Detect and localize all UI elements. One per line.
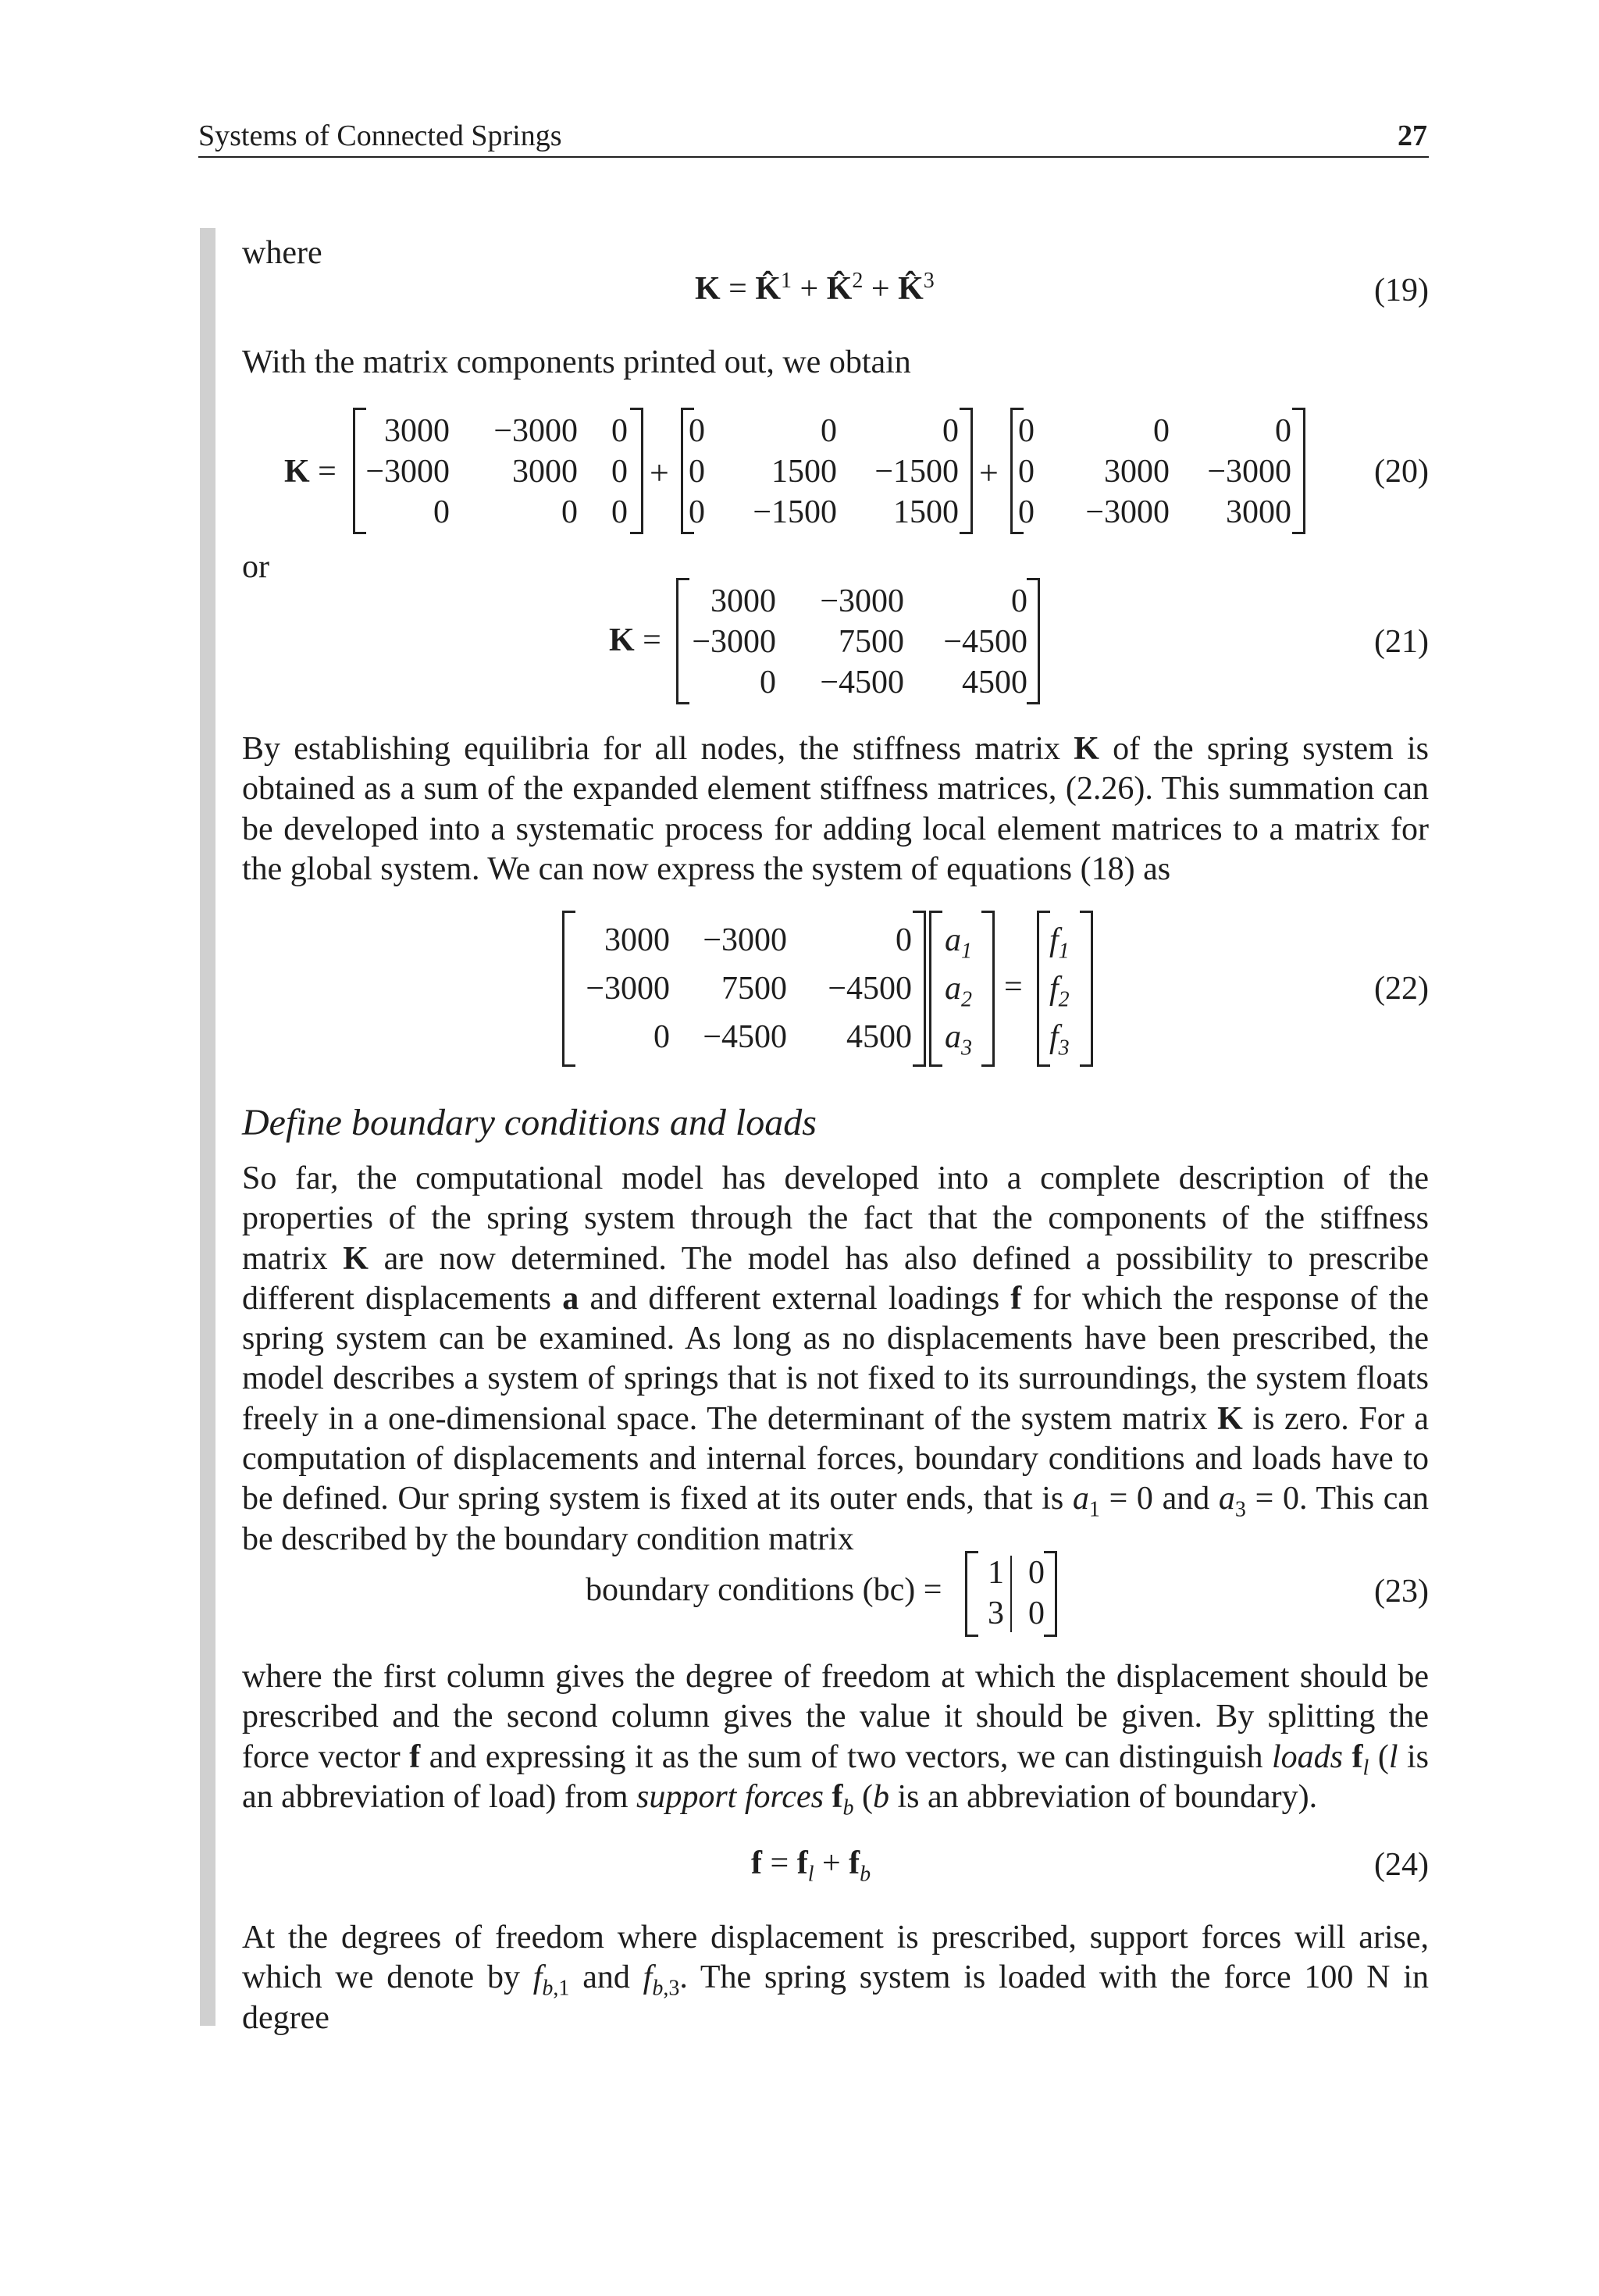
matrix-cell: 3000: [1226, 494, 1291, 530]
matrix-system: [562, 911, 926, 1067]
matrix-cell: −3000: [692, 624, 776, 660]
matrix-cell: −1500: [874, 454, 959, 490]
section-heading: Define boundary conditions and loads: [242, 1102, 817, 1143]
equals-sign: =: [1004, 969, 1023, 1005]
text-or: or: [242, 549, 269, 585]
vector-a: [929, 911, 995, 1067]
matrix-cell: −1500: [753, 494, 837, 530]
paragraph-boundary-conditions: So far, the computational model has developed into a complete description of the properties of the spring system through the fact that the components of the stiffness matrix K are now determined. The model has also defined a possibility to prescribe different displacements a and different external loadings f for which the response of the spring system can be examined. As long as no displacements have been prescribed, the model describes a system of springs that is not fixed to its surroundings, the system floats freely in a one-dimensional space. The determinant of the system matrix K is zero. For a computation of displacements and internal forces, boundary conditions and loads have to be defined. Our spring system is fixed at its outer ends, that is $a_1 = 0$ and $a_3 = 0$. This can be described by the boundary condition matrix: [242, 1160, 1429, 1557]
matrix-cell: 0: [611, 454, 628, 490]
matrix-k3: [1010, 408, 1305, 534]
matrix-bc: [965, 1551, 1057, 1637]
equation-number-23: (23): [1374, 1574, 1429, 1610]
running-header: [198, 117, 1429, 158]
bc-label: boundary conditions (bc) =: [586, 1572, 942, 1608]
matrix-cell: 3000: [512, 454, 578, 490]
matrix-cell: 0: [1275, 413, 1291, 449]
equation-number-24: (24): [1374, 1847, 1429, 1883]
matrix-cell: 0: [821, 413, 837, 449]
matrix-cell: −3000: [586, 971, 670, 1007]
equation-number-22: (22): [1374, 971, 1429, 1007]
matrix-cell: 1500: [893, 494, 959, 530]
text-where: where: [242, 235, 322, 271]
matrix-cell: 1500: [771, 454, 837, 490]
matrix-cell: 1: [988, 1555, 1004, 1591]
matrix-cell: 0: [760, 665, 776, 701]
matrix-cell: 3: [988, 1595, 1004, 1631]
matrix-cell: 0: [611, 413, 628, 449]
matrix-cell: −4500: [943, 624, 1027, 660]
vector-a-1: $a_1$: [945, 922, 972, 964]
matrix-cell: 7500: [839, 624, 904, 660]
matrix-cell: 0: [561, 494, 578, 530]
matrix-cell: 4500: [962, 665, 1027, 701]
vector-a-2: $a_2$: [945, 971, 972, 1012]
matrix-cell: 0: [653, 1019, 670, 1055]
matrix-cell: 3000: [604, 922, 670, 958]
matrix-cell: 0: [1153, 413, 1170, 449]
eq21-lhs: K =: [609, 622, 661, 658]
plus-sign: +: [650, 454, 669, 492]
matrix-cell: 0: [611, 494, 628, 530]
matrix-cell: 3000: [1104, 454, 1170, 490]
matrix-k1: [353, 408, 643, 534]
matrix-k: [676, 578, 1040, 704]
matrix-cell: 7500: [721, 971, 787, 1007]
matrix-cell: −3000: [365, 454, 450, 490]
matrix-cell: 0: [896, 922, 912, 958]
plus-sign: +: [979, 454, 999, 492]
equation-19: K = K̂$^1$ + K̂$^2$ + K̂$^3$: [695, 269, 935, 307]
equation-24: $f = f_l + f_b$: [751, 1845, 871, 1887]
matrix-cell: 3000: [710, 583, 776, 619]
text-printed-out: With the matrix components printed out, we obtain: [242, 344, 911, 380]
matrix-cell: 4500: [846, 1019, 912, 1055]
eq20-lhs: K =: [284, 454, 337, 490]
equation-number-19: (19): [1374, 273, 1429, 308]
page-number: 27: [1398, 119, 1427, 152]
matrix-cell: −3000: [1207, 454, 1291, 490]
equation-number-20: (20): [1374, 454, 1429, 490]
matrix-cell: 0: [1018, 413, 1035, 449]
vector-f-3: $f_3$: [1049, 1019, 1070, 1061]
paragraph-stiffness-sum: By establishing equilibria for all nodes, the stiffness matrix K of the spring system is obtained as a sum of the expanded element stiffness matrices, (2.26). This summation can be developed into a systematic process for adding local element matrices to a matrix for the global system. We can now express the system of equations (18) as: [242, 731, 1430, 887]
matrix-cell: −3000: [1085, 494, 1170, 530]
matrix-cell: 0: [689, 413, 705, 449]
matrix-cell: −3000: [493, 413, 578, 449]
vector-f-2: $f_2$: [1049, 971, 1070, 1012]
equation-number-21: (21): [1374, 624, 1429, 660]
matrix-cell: −3000: [820, 583, 904, 619]
matrix-cell: −4500: [828, 971, 912, 1007]
vector-a-3: $a_3$: [945, 1019, 972, 1061]
matrix-cell: −4500: [703, 1019, 787, 1055]
matrix-cell: 0: [942, 413, 959, 449]
vector-f: [1037, 911, 1093, 1067]
matrix-cell: 0: [689, 494, 705, 530]
paragraph-support-forces: At the degrees of freedom where displacement is prescribed, support forces will arise, which we denote by $f_{b,1}$ and $f_{b,3}$. The spring system is loaded with the force 100 N in degree: [242, 1920, 1429, 2036]
matrix-cell: 3000: [384, 413, 450, 449]
matrix-cell: 0: [1018, 454, 1035, 490]
paragraph-force-split: where the first column gives the degree of freedom at which the displacement should be prescribed and the second column gives the value it should be given. By splitting the force vector f and expressing it as the sum of two vectors, we can distinguish loads $f_l$ (l is an abbreviation of load) from support forces $f_b$ (b is an abbreviation of boundary).: [242, 1659, 1429, 1820]
matrix-cell: −4500: [820, 665, 904, 701]
vector-f-1: $f_1$: [1049, 922, 1070, 964]
matrix-cell: 0: [1011, 583, 1027, 619]
matrix-cell: 0: [1028, 1595, 1045, 1631]
matrix-cell: −3000: [703, 922, 787, 958]
header-title: Systems of Connected Springs: [198, 119, 562, 152]
matrix-cell: 0: [689, 454, 705, 490]
matrix-k2: [681, 408, 973, 534]
matrix-cell: 0: [1028, 1555, 1045, 1591]
margin-bar: [200, 228, 215, 2026]
matrix-cell: 0: [1018, 494, 1035, 530]
matrix-cell: 0: [433, 494, 450, 530]
